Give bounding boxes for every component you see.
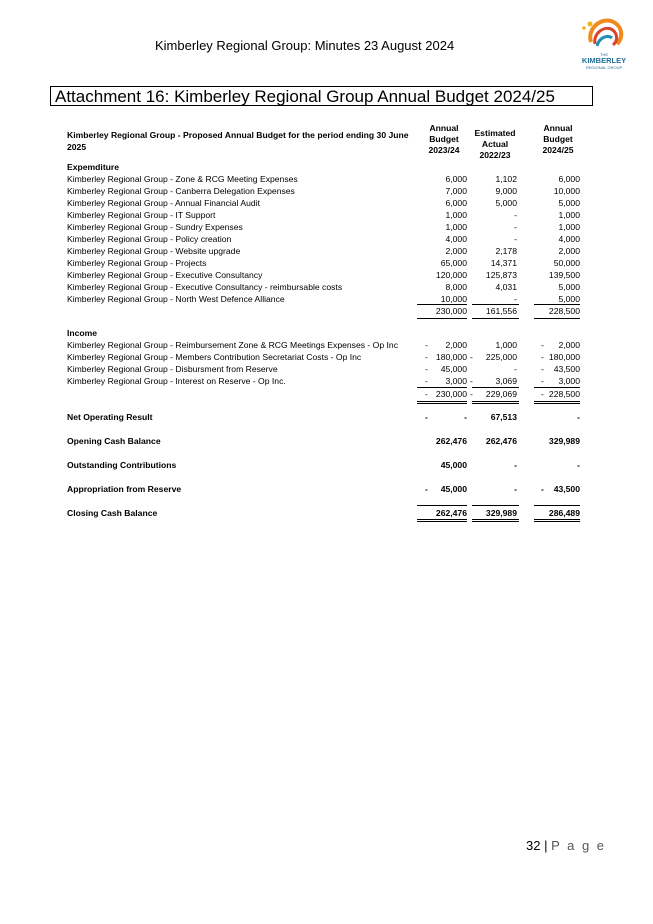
underline-rule: [417, 521, 467, 522]
value-col-3: 4,000: [558, 234, 580, 244]
section-income: [67, 327, 587, 339]
logo-wordmark: THE KIMBERLEY REGIONAL GROUP: [581, 52, 627, 70]
value-col-2: -: [514, 294, 517, 304]
negative-sign: -: [425, 484, 428, 494]
income-row: [67, 351, 587, 363]
value-col-1: 262,476: [435, 436, 467, 446]
value-col-1: -: [464, 412, 467, 422]
row-label: Income: [67, 328, 98, 338]
negative-sign: -: [425, 352, 428, 362]
value-col-2: 225,000: [485, 352, 517, 362]
col-header-estimated-actual: Estimated Actual 2022/23: [474, 128, 516, 160]
income-row: [67, 339, 587, 351]
underline-rule: [417, 403, 467, 404]
value-col-3: -: [577, 460, 580, 470]
value-col-3: 228,500: [548, 389, 580, 399]
row-label: Kimberley Regional Group - Policy creation: [67, 234, 232, 244]
expense-row: [67, 257, 587, 269]
value-col-3: 5,000: [558, 198, 580, 208]
row-label: Kimberley Regional Group - Disbursment from Reserve: [67, 364, 278, 374]
value-col-2: 4,031: [495, 282, 517, 292]
negative-sign: -: [470, 352, 473, 362]
expense-row: [67, 269, 587, 281]
value-col-2: 67,513: [490, 412, 517, 422]
expense-row: [67, 281, 587, 293]
value-col-2: -: [514, 460, 517, 470]
row-label: Kimberley Regional Group - Members Contribution Secretariat Costs - Op Inc: [67, 352, 362, 362]
value-col-1: 262,476: [435, 508, 467, 518]
value-col-1: 2,000: [445, 246, 467, 256]
income-row: [67, 363, 587, 375]
underline-rule: [417, 318, 467, 319]
value-col-2: 1,102: [495, 174, 517, 184]
attachment-title: Attachment 16: Kimberley Regional Group Annual Budget 2024/25: [50, 86, 593, 106]
summary-row: [67, 507, 587, 519]
value-col-1: 8,000: [445, 282, 467, 292]
value-col-1: 2,000: [445, 340, 467, 350]
row-label: Kimberley Regional Group - Projects: [67, 258, 207, 268]
value-col-3: 180,000: [548, 352, 580, 362]
value-col-2: 5,000: [495, 198, 517, 208]
col-header-budget-2023-24: Annual Budget 2023/24: [428, 123, 460, 155]
value-col-3: 43,500: [553, 484, 580, 494]
value-col-1: 45,000: [440, 460, 467, 470]
underline-rule: [417, 505, 467, 506]
value-col-2: 125,873: [485, 270, 517, 280]
value-col-1: 230,000: [435, 389, 467, 399]
value-col-2: 262,476: [485, 436, 517, 446]
row-label: Kimberley Regional Group - Interest on Reserve - Op Inc.: [67, 376, 286, 386]
negative-sign: -: [425, 412, 428, 422]
value-col-1: 1,000: [445, 210, 467, 220]
underline-rule: [472, 521, 519, 522]
value-col-2: -: [514, 210, 517, 220]
negative-sign: -: [470, 376, 473, 386]
underline-rule: [472, 505, 519, 506]
negative-sign: -: [470, 389, 473, 399]
value-col-3: 3,000: [558, 376, 580, 386]
expense-row: [67, 221, 587, 233]
row-label: Kimberley Regional Group - Website upgrade: [67, 246, 241, 256]
underline-rule: [534, 519, 580, 520]
summary-row: [67, 483, 587, 495]
negative-sign: -: [541, 352, 544, 362]
value-col-3: 50,000: [553, 258, 580, 268]
summary-row: [67, 435, 587, 447]
underline-rule: [417, 519, 467, 520]
value-col-1: 6,000: [445, 198, 467, 208]
page-number: 32 | P a g e: [526, 838, 607, 853]
negative-sign: -: [541, 484, 544, 494]
value-col-1: 4,000: [445, 234, 467, 244]
negative-sign: -: [541, 389, 544, 399]
underline-rule: [534, 505, 580, 506]
value-col-3: 286,489: [548, 508, 580, 518]
value-col-1: 6,000: [445, 174, 467, 184]
value-col-3: 329,989: [548, 436, 580, 446]
value-col-2: 14,371: [490, 258, 517, 268]
underline-rule: [417, 401, 467, 402]
value-col-3: 5,000: [558, 294, 580, 304]
expense-row: [67, 233, 587, 245]
underline-rule: [534, 521, 580, 522]
value-col-2: 161,556: [485, 306, 517, 316]
underline-rule: [534, 318, 580, 319]
value-col-3: -: [577, 412, 580, 422]
underline-rule: [472, 318, 519, 319]
row-label: Kimberley Regional Group - Canberra Delegation Expenses: [67, 186, 295, 196]
value-col-1: 3,000: [445, 376, 467, 386]
value-col-2: 1,000: [495, 340, 517, 350]
row-label: Closing Cash Balance: [67, 508, 158, 518]
row-label: Expemditure: [67, 162, 120, 172]
value-col-3: 6,000: [558, 174, 580, 184]
value-col-1: 10,000: [440, 294, 467, 304]
row-label: Kimberley Regional Group - IT Support: [67, 210, 216, 220]
page-header-title: Kimberley Regional Group: Minutes 23 August 2024: [155, 38, 455, 53]
row-label: Kimberley Regional Group - Annual Financial Audit: [67, 198, 260, 208]
value-col-3: 1,000: [558, 222, 580, 232]
value-col-3: 2,000: [558, 246, 580, 256]
value-col-3: 2,000: [558, 340, 580, 350]
value-col-1: 65,000: [440, 258, 467, 268]
value-col-3: 43,500: [553, 364, 580, 374]
expense-row: [67, 173, 587, 185]
row-label: Kimberley Regional Group - Executive Consultancy - reimbursable costs: [67, 282, 343, 292]
row-label: Kimberley Regional Group - Reimbursement Zone & RCG Meetings Expenses - Op Inc: [67, 340, 398, 350]
value-col-1: 230,000: [435, 306, 467, 316]
row-label: Outstanding Contributions: [67, 460, 177, 470]
underline-rule: [534, 401, 580, 402]
underline-rule: [472, 403, 519, 404]
value-col-2: -: [514, 222, 517, 232]
value-col-3: 10,000: [553, 186, 580, 196]
row-label: Appropriation from Reserve: [67, 484, 182, 494]
value-col-2: 229,069: [485, 389, 517, 399]
row-label: Net Operating Result: [67, 412, 153, 422]
value-col-1: 180,000: [435, 352, 467, 362]
value-col-2: -: [514, 484, 517, 494]
col-header-budget-2024-25: Annual Budget 2024/25: [542, 123, 574, 155]
value-col-1: 45,000: [440, 484, 467, 494]
income-row: [67, 375, 587, 387]
negative-sign: -: [541, 340, 544, 350]
value-col-3: 139,500: [548, 270, 580, 280]
negative-sign: -: [541, 376, 544, 386]
summary-row: [67, 459, 587, 471]
negative-sign: -: [425, 376, 428, 386]
table-heading: Kimberley Regional Group - Proposed Annual Budget for the period ending 30 June 2025: [67, 130, 409, 152]
value-col-3: 5,000: [558, 282, 580, 292]
expense-row: [67, 245, 587, 257]
income-total-row: [67, 388, 587, 400]
value-col-2: -: [514, 364, 517, 374]
expenditure-total-row: [67, 305, 587, 317]
section-expenditure: [67, 161, 587, 173]
expense-row: [67, 185, 587, 197]
expense-row: [67, 209, 587, 221]
negative-sign: -: [425, 364, 428, 374]
value-col-2: 2,178: [495, 246, 517, 256]
expense-row: [67, 197, 587, 209]
underline-rule: [534, 403, 580, 404]
value-col-1: 7,000: [445, 186, 467, 196]
row-label: Kimberley Regional Group - Zone & RCG Meeting Expenses: [67, 174, 298, 184]
summary-row: [67, 411, 587, 423]
value-col-3: 228,500: [548, 306, 580, 316]
value-col-2: 9,000: [495, 186, 517, 196]
underline-rule: [472, 519, 519, 520]
negative-sign: -: [425, 389, 428, 399]
value-col-2: 3,069: [495, 376, 517, 386]
value-col-2: 329,989: [485, 508, 517, 518]
negative-sign: -: [541, 364, 544, 374]
value-col-1: 1,000: [445, 222, 467, 232]
row-label: Kimberley Regional Group - Sundry Expenses: [67, 222, 243, 232]
value-col-1: 45,000: [440, 364, 467, 374]
row-label: Kimberley Regional Group - Executive Consultancy: [67, 270, 263, 280]
row-label: Opening Cash Balance: [67, 436, 161, 446]
row-label: Kimberley Regional Group - North West Defence Alliance: [67, 294, 285, 304]
value-col-2: -: [514, 234, 517, 244]
underline-rule: [472, 401, 519, 402]
negative-sign: -: [425, 340, 428, 350]
value-col-1: 120,000: [435, 270, 467, 280]
value-col-3: 1,000: [558, 210, 580, 220]
